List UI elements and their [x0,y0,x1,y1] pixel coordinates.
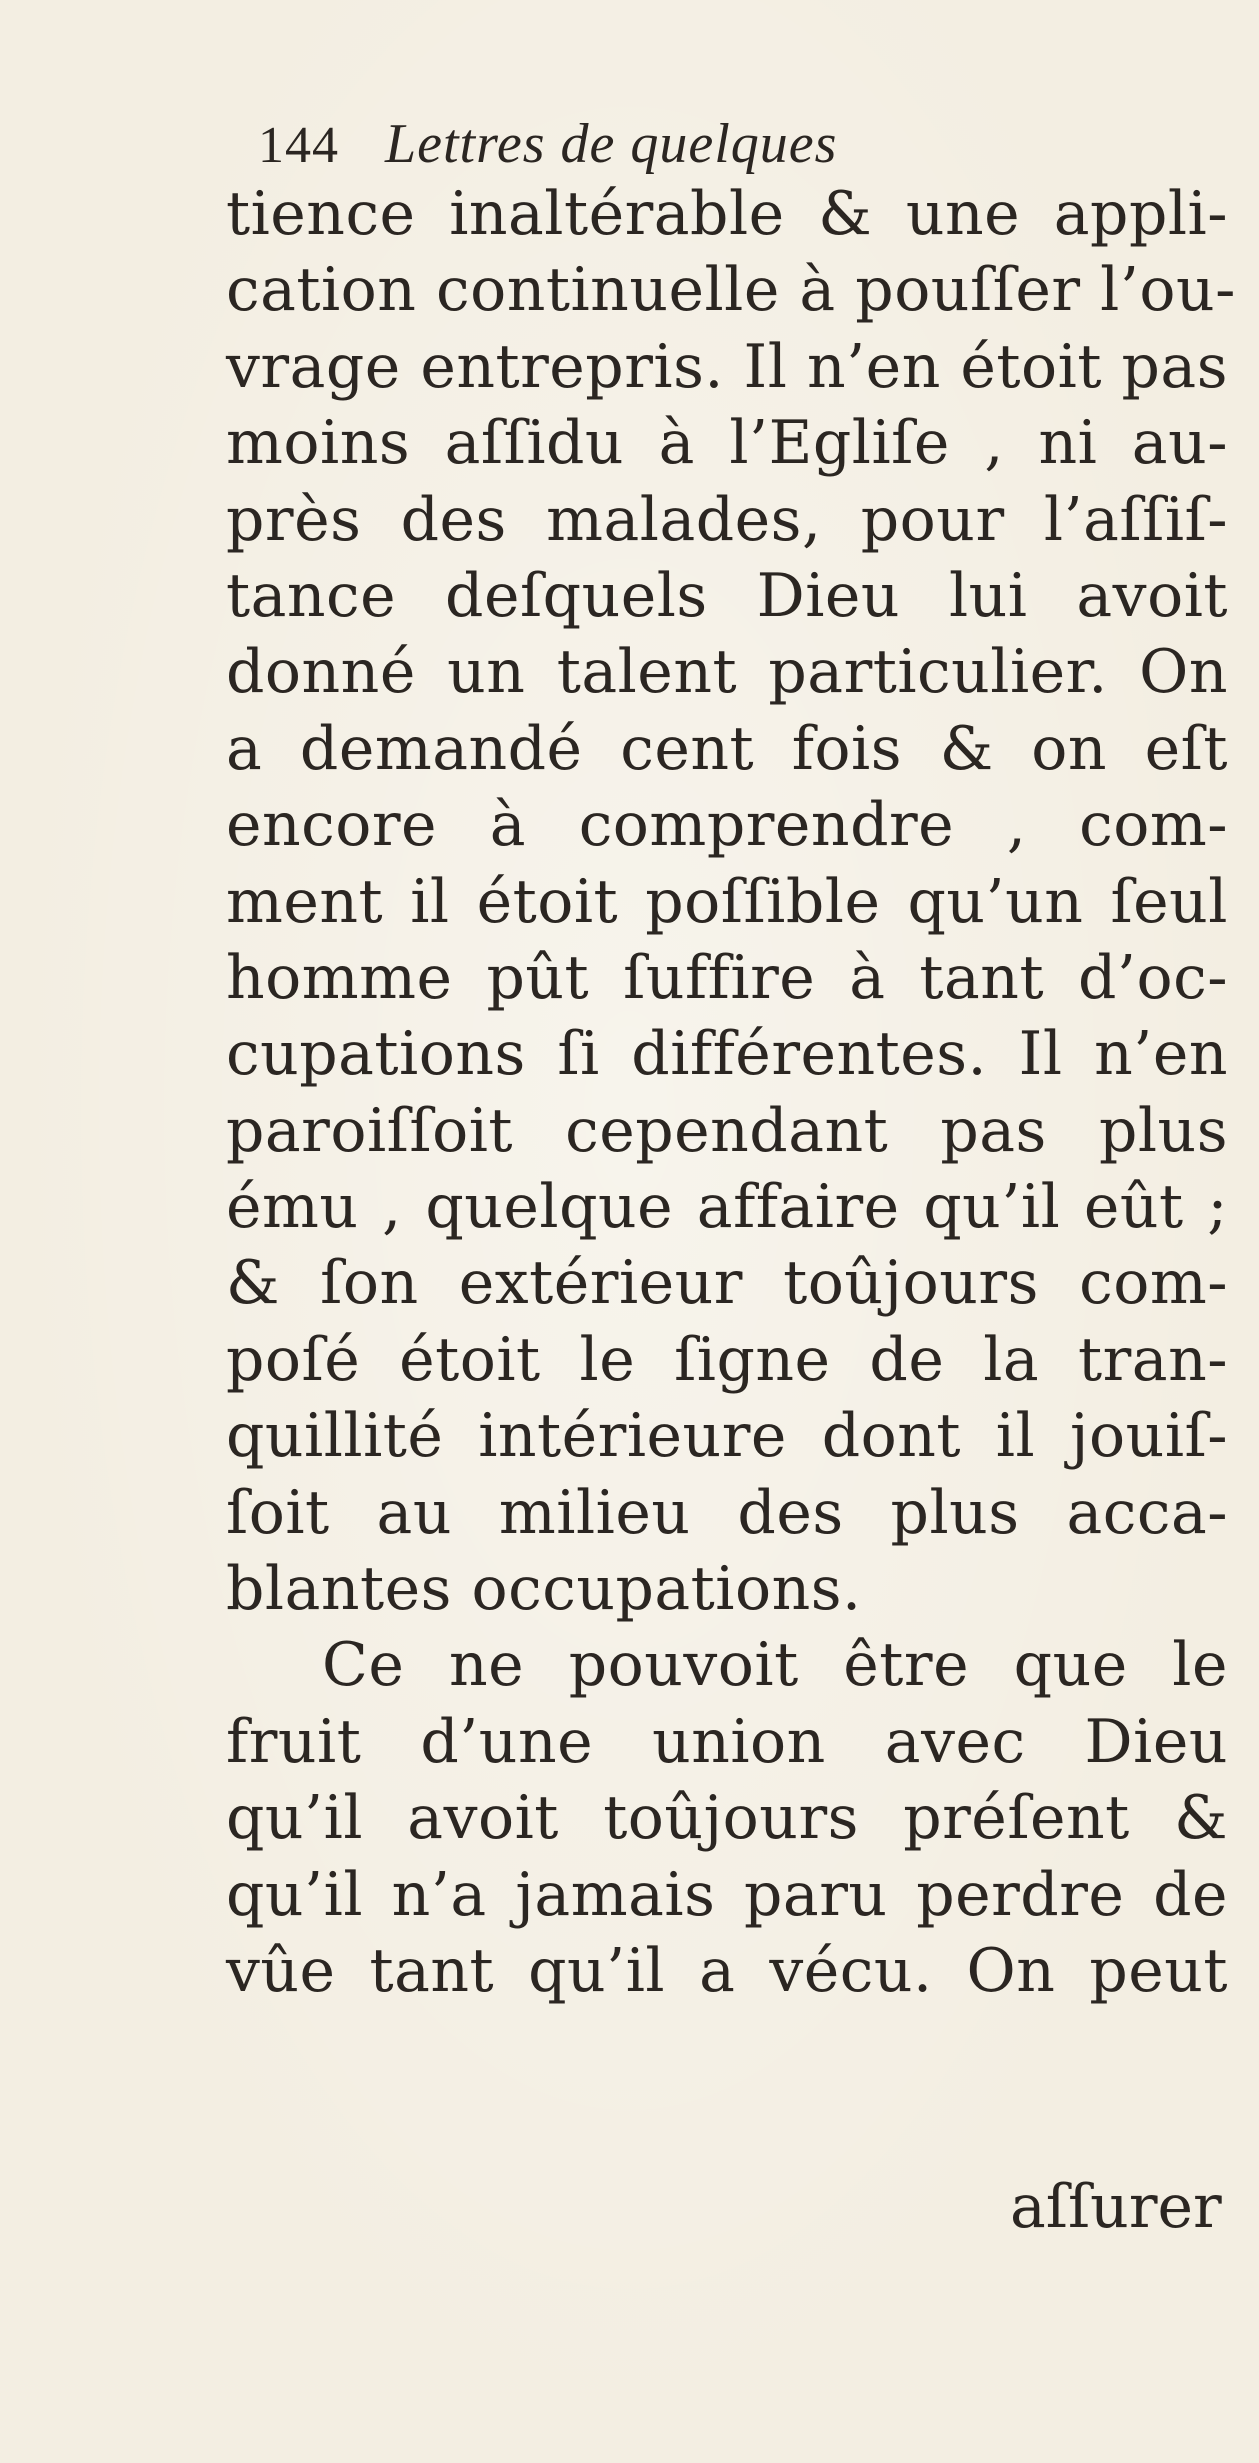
text-line: tance deſquels Dieu lui avoit [226,560,1228,631]
page-number: 144 [258,117,339,174]
text-line: paroiſſoit cependant pas plus [226,1095,1228,1166]
text-line: tience inaltérable & une appli- [226,179,1228,249]
text-line: ment il étoit poſſible qu’un ſeul [226,866,1228,937]
text-line: homme pût ſuffire à tant d’oc- [226,942,1228,1013]
running-title: Lettres de quelques [385,113,838,175]
page-header [258,112,837,182]
text-line: près des malades, pour l’aſſiſ- [226,484,1228,555]
text-line: & ſon extérieur toûjours com- [226,1248,1228,1319]
text-line: blantes occupations. [226,1554,862,1625]
text-line: encore à comprendre , com- [226,790,1228,861]
text-line: moins aſſidu à l’Egliſe , ni au- [226,408,1228,479]
text-line: poſé étoit le ſigne de la tran- [226,1324,1228,1395]
text-line: qu’il n’a jamais paru perdre de [226,1859,1228,1930]
text-line: donné un talent particulier. On [226,637,1228,708]
text-line: a demandé cent fois & on eſt [226,713,1228,784]
text-line: fruit d’une union avec Dieu [226,1706,1228,1777]
text-line: Ce ne pouvoit être que le [322,1630,1228,1701]
text-line: cupations ſi différentes. Il n’en [226,1019,1228,1090]
text-line: qu’il avoit toûjours préſent & [226,1783,1228,1854]
text-line: ſoit au milieu des plus acca- [226,1477,1228,1548]
text-line: ému , quelque affaire qu’il eût ; [226,1172,1228,1243]
text-line: vûe tant qu’il a vécu. On peut [226,1935,1228,2006]
text-line: quillité intérieure dont il jouiſ- [226,1401,1228,1472]
text-line: vrage entrepris. Il n’en étoit pas [226,331,1228,402]
text-line: cation continuelle à pouſſer l’ou- [226,255,1236,326]
body-text [226,176,1236,2009]
catchword: aſſurer [1010,2172,1222,2242]
